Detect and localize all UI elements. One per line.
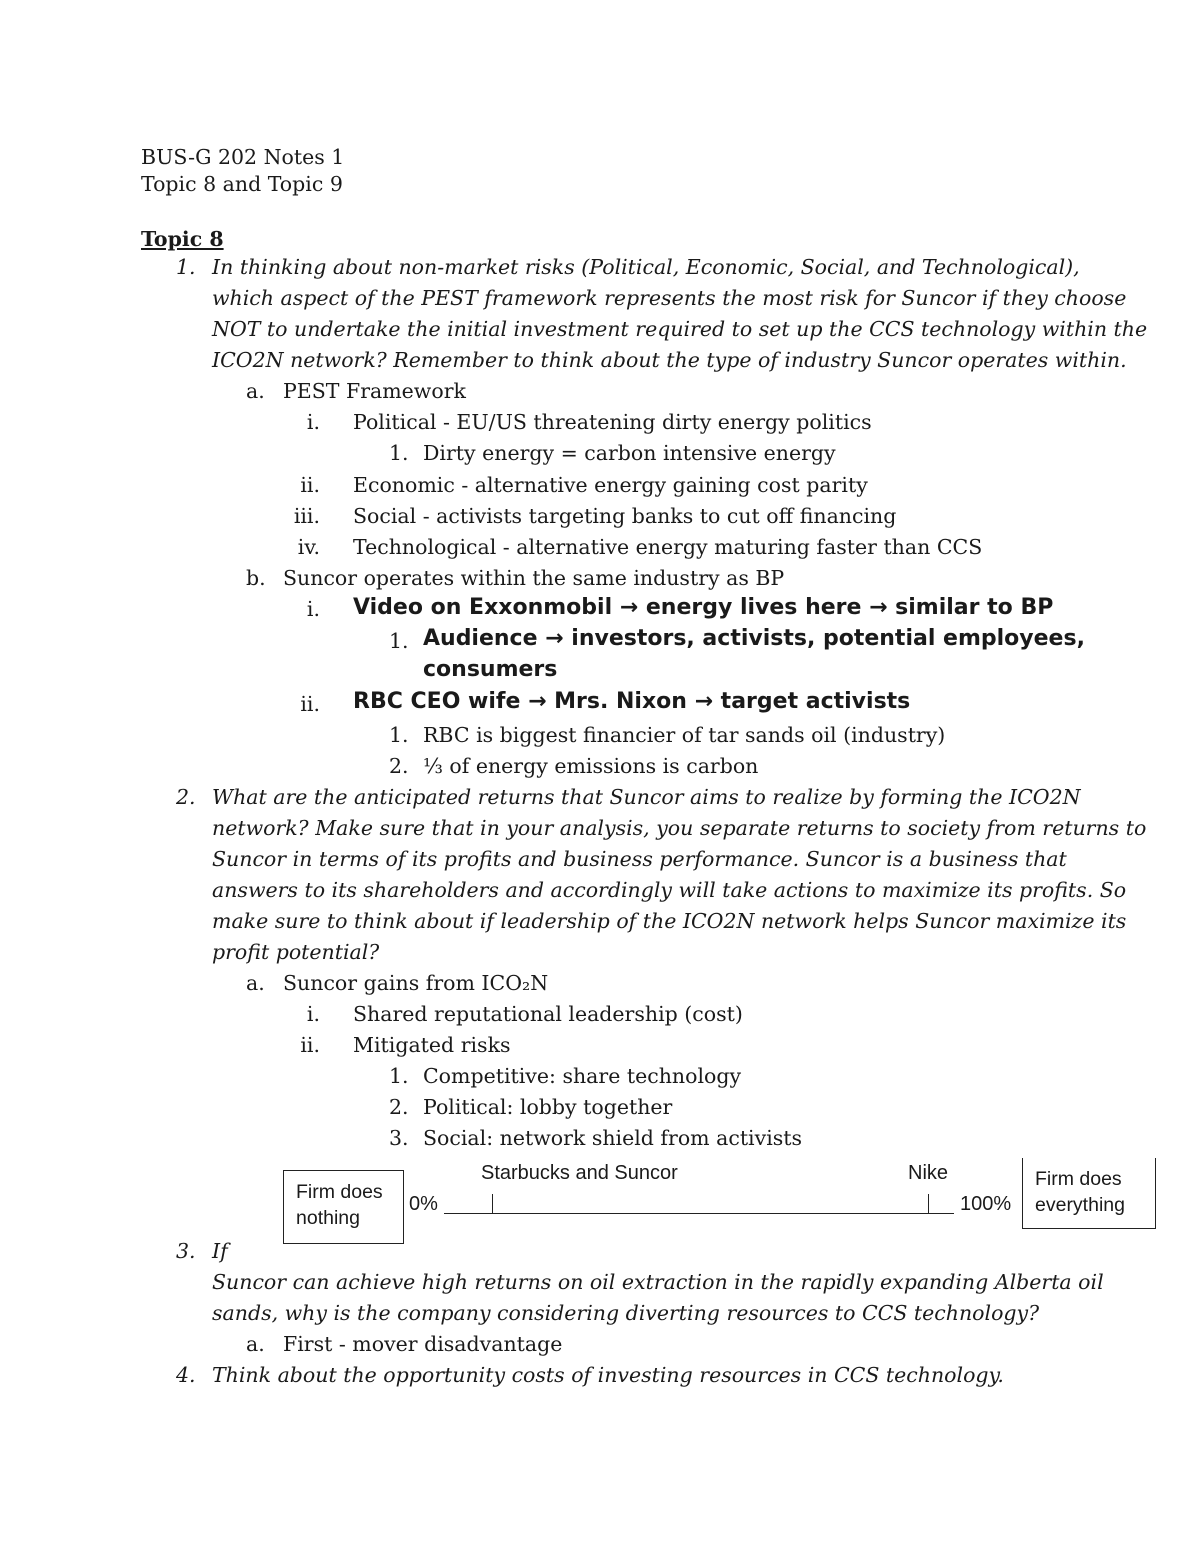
section-heading: Topic 8 xyxy=(141,227,224,251)
box-line: everything xyxy=(1035,1194,1125,1216)
question-number: 2. xyxy=(176,785,196,809)
list-item: Political: lobby together xyxy=(423,1095,673,1119)
list-item: Suncor gains from ICO₂N xyxy=(283,971,549,995)
question-text-line: Suncor in terms of its profits and business performance. Suncor is a business that xyxy=(212,847,1067,871)
list-marker: b. xyxy=(246,566,266,590)
list-marker: a. xyxy=(246,1332,265,1356)
question-number: 3. xyxy=(176,1239,196,1263)
list-item: Competitive: share technology xyxy=(423,1064,742,1088)
list-marker: iii. xyxy=(293,504,320,528)
question-text-line: In thinking about non-market risks (Political, Economic, Social, and Technological), xyxy=(212,255,1080,279)
list-item: First - mover disadvantage xyxy=(283,1332,563,1356)
list-marker: 1. xyxy=(389,629,409,653)
topics-subtitle: Topic 8 and Topic 9 xyxy=(141,172,343,196)
list-marker: 1. xyxy=(389,441,409,465)
scale-tick-nike xyxy=(928,1194,929,1214)
question-text-line: Think about the opportunity costs of investing resources in CCS technology. xyxy=(212,1363,1004,1387)
question-text-line: make sure to think about if leadership of the ICO2N network helps Suncor maximize its xyxy=(212,909,1127,933)
question-text-line: profit potential? xyxy=(212,940,380,964)
scale-end-label: 100% xyxy=(960,1193,1012,1215)
left-box-firm-does-nothing xyxy=(283,1170,404,1244)
question-number: 1. xyxy=(176,255,196,279)
list-item: RBC is biggest financier of tar sands oil (industry) xyxy=(423,723,946,747)
list-marker: 3. xyxy=(389,1126,409,1150)
scale-tick-starbucks-suncor xyxy=(492,1194,493,1214)
list-item: Social: network shield from activists xyxy=(423,1126,803,1150)
question-text-line: NOT to undertake the initial investment required to set up the CCS technology within the xyxy=(212,317,1148,341)
course-title: BUS-G 202 Notes 1 xyxy=(141,145,345,169)
list-marker: ii. xyxy=(300,473,320,497)
scale-line xyxy=(444,1213,954,1214)
question-text-line: answers to its shareholders and accordingly will take actions to maximize its profits. So xyxy=(212,878,1127,902)
list-item: Economic - alternative energy gaining cost parity xyxy=(353,473,868,497)
question-text-line: Suncor can achieve high returns on oil extraction in the rapidly expanding Alberta oil xyxy=(212,1270,1104,1294)
list-item: PEST Framework xyxy=(283,379,466,403)
right-box-firm-does-everything xyxy=(1022,1158,1156,1229)
box-line: Firm does xyxy=(1035,1168,1122,1190)
list-marker: 2. xyxy=(389,1095,409,1119)
question-number: 4. xyxy=(176,1363,196,1387)
list-item: Political - EU/US threatening dirty energy politics xyxy=(353,410,872,434)
list-item: Technological - alternative energy maturing faster than CCS xyxy=(353,535,983,559)
list-item: ⅓ of energy emissions is carbon xyxy=(423,754,759,778)
list-marker: ii. xyxy=(300,1033,320,1057)
question-text-line: network? Make sure that in your analysis, you separate returns to society from returns to xyxy=(212,816,1147,840)
marker-label-right: Nike xyxy=(908,1162,949,1184)
question-text-line: What are the anticipated returns that Suncor aims to realize by forming the ICO2N xyxy=(212,785,1081,809)
list-item: Social - activists targeting banks to cut off financing xyxy=(353,504,897,528)
list-marker: i. xyxy=(306,597,320,621)
box-line: Firm does xyxy=(296,1181,383,1203)
box-line: nothing xyxy=(296,1207,360,1229)
list-marker: i. xyxy=(306,1002,320,1026)
list-item: Audience → investors, activists, potential employees, xyxy=(423,626,1085,651)
list-item: Video on Exxonmobil → energy lives here → similar to BP xyxy=(353,595,1054,620)
list-marker: a. xyxy=(246,971,265,995)
list-item: Dirty energy = carbon intensive energy xyxy=(423,441,836,465)
list-marker: ii. xyxy=(300,692,320,716)
question-text-line: ICO2N network? Remember to think about the type of industry Suncor operates within. xyxy=(212,348,1127,372)
list-marker: i. xyxy=(306,410,320,434)
list-marker: 1. xyxy=(389,1064,409,1088)
list-marker: iv. xyxy=(297,535,320,559)
question-text-line: which aspect of the PEST framework represents the most risk for Suncor if they choose xyxy=(212,286,1127,310)
list-item: RBC CEO wife → Mrs. Nixon → target activists xyxy=(353,689,911,714)
marker-label-left: Starbucks and Suncor xyxy=(481,1162,678,1184)
list-marker: 1. xyxy=(389,723,409,747)
scale-start-label: 0% xyxy=(409,1193,438,1215)
list-item: Shared reputational leadership (cost) xyxy=(353,1002,743,1026)
list-marker: a. xyxy=(246,379,265,403)
question-text-line: sands, why is the company considering diverting resources to CCS technology? xyxy=(212,1301,1040,1325)
list-item: Mitigated risks xyxy=(353,1033,511,1057)
list-item-continued: consumers xyxy=(423,657,558,682)
list-item: Suncor operates within the same industry as BP xyxy=(283,566,785,590)
question-text-line: If xyxy=(212,1239,228,1263)
list-marker: 2. xyxy=(389,754,409,778)
